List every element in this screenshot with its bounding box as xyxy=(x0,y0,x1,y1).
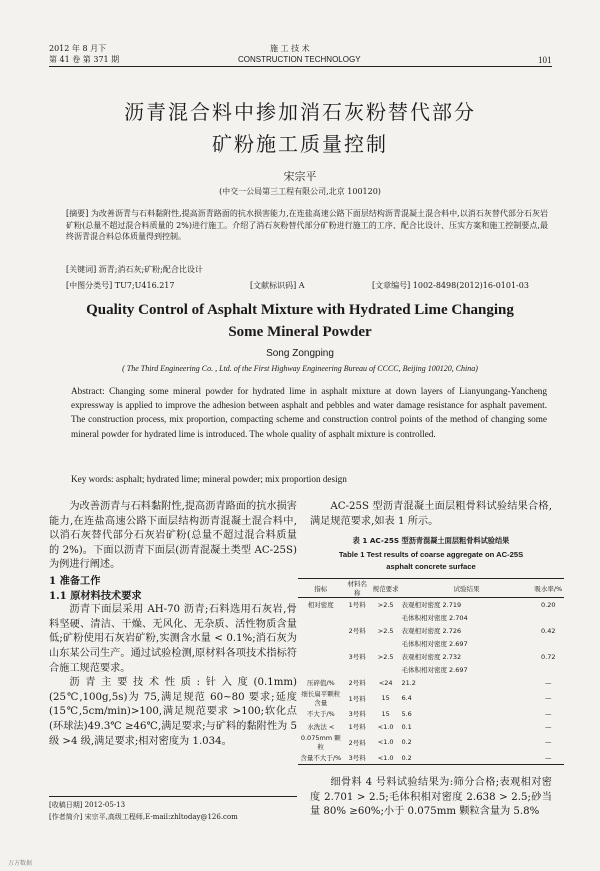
table-cell: 表观相对密度 2.726 xyxy=(401,627,462,635)
table-caption-cn: 表 1 AC-25S 型沥青混凝土面层粗骨料试验结果 xyxy=(352,536,510,545)
section-1-heading: 1 准备工作 xyxy=(49,574,101,587)
paper-title-en-line1: Quality Control of Asphalt Mixture with Hydrated Lime Changing xyxy=(86,302,514,318)
fine-aggregate-paragraph: 细骨料 4 号料试验结果为:筛分合格;表观相对密度 2.701 > 2.5;毛体积相对密度 2.638 > 2.5;砂当量 80% ≥60%;小于 0.075mm 颗粒含量为 5.8% xyxy=(310,777,552,818)
table-cell: — xyxy=(545,753,552,762)
table-cell: 表观相对密度 2.732 xyxy=(401,653,462,661)
header-volume: 第 41 卷 第 371 期 xyxy=(49,55,120,64)
footnote-rule xyxy=(49,796,297,797)
table-cell: — xyxy=(545,709,552,718)
table-row xyxy=(298,689,564,707)
table-cell xyxy=(298,663,344,676)
paper-title-en-line2: Some Mineral Powder xyxy=(228,324,372,340)
table-caption-en-1: Table 1 Test results of coarse aggregate on AC-25S xyxy=(338,550,524,559)
table-cell: 1号料 xyxy=(348,601,366,609)
table-cell: 0.20 xyxy=(541,600,556,609)
table-cell: 3号料 xyxy=(348,754,366,762)
table-cell xyxy=(344,637,371,650)
table-cell xyxy=(533,611,565,624)
table-cell: <1.0 xyxy=(377,722,394,731)
article-number: [文章编号] 1002-8498(2012)16-0101-03 xyxy=(372,281,529,290)
table-row xyxy=(298,751,564,765)
table-row xyxy=(298,733,564,751)
table-cell: <1.0 xyxy=(377,753,394,762)
table-cell: 2号料 xyxy=(348,679,366,687)
table-row xyxy=(298,598,564,612)
affiliation-en: ( The Third Engineering Co. , Ltd. of the First Highway Engineering Bureau of CCCC, Beijing 100120, China) xyxy=(122,364,478,373)
table-cell: — xyxy=(545,694,552,702)
table-cell: 21.2 xyxy=(401,678,416,687)
table-cell: 不大于/% xyxy=(306,710,335,718)
journal-title-en: CONSTRUCTION TECHNOLOGY xyxy=(238,55,361,64)
table-cell: 1号料 xyxy=(348,723,366,731)
table-cell: 1号料 xyxy=(348,694,366,703)
table-cell xyxy=(371,663,401,676)
table-row xyxy=(298,650,564,663)
table-row xyxy=(298,663,564,676)
table-cell: — xyxy=(545,738,552,746)
header-rule xyxy=(49,66,552,67)
header-cell: 规范要求 xyxy=(371,579,401,598)
header-cell: 试验结果 xyxy=(400,579,532,598)
table-cell xyxy=(298,637,344,650)
table-cell xyxy=(371,637,401,650)
abstract-cn: [摘要] 为改善沥青与石料黏附性,提高沥青路面的抗水损害能力,在连盐高速公路下面层结构沥青混凝土混合料中,以消石灰替代部分石灰岩矿粉(总量不超过混合料质量的 2%)进行施工。介绍了消石灰粉替代部分矿粉进行施工的工序、配合比设计、压实方案和施工控制要点,最终沥青混合料总体质量得到控制。 xyxy=(66,209,548,241)
table-cell: 2号料 xyxy=(348,627,366,635)
watermark: 万方数据 xyxy=(8,860,33,867)
table-cell xyxy=(298,611,344,624)
header-date: 2012 年 8 月下 xyxy=(49,44,107,53)
table-cell: — xyxy=(545,722,552,731)
table-cell: 0.075mm 颗粒 xyxy=(300,734,341,751)
materials-paragraph: 沥青下面层采用 AH-70 沥青;石料选用石灰岩,骨料坚硬、清洁、干燥、无风化、无杂质、活性物质含量低;矿粉使用石灰岩矿粉,实测含水量 < 0.1%;消石灰为山东某公司生产。通过试验检测,原材料各项技术指标符合施工规范要求。 xyxy=(49,604,297,674)
table-cell xyxy=(344,663,371,676)
header-cell: 吸水率/% xyxy=(533,579,565,598)
table-cell: 水洗法 < xyxy=(307,723,335,731)
table-cell: 3号料 xyxy=(348,653,366,661)
page-number: 101 xyxy=(538,55,552,65)
author-en: Song Zongping xyxy=(266,348,334,359)
author-cn: 宋宗平 xyxy=(283,170,317,183)
table-cell xyxy=(533,637,565,650)
table-cell xyxy=(298,650,344,663)
table-row xyxy=(298,637,564,650)
left-column xyxy=(49,500,297,749)
table-cell: 压碎值/% xyxy=(306,679,335,687)
table-cell: 相对密度 xyxy=(307,601,334,609)
table-cell xyxy=(344,611,371,624)
abstract-en: Abstract: Changing some mineral powder for hydrated lime in asphalt mixture at down layers of Lianyungang-Yancheng expressway is applied to improve the adhesion between asphalt and pebbles and water damage resistance for asphalt pavement. The construction process, mix proportion, compacting scheme and construction control points of the method of changing some mineral powder for hydrated lime is introduced. The whole quality of asphalt mixture is controlled. xyxy=(71,386,547,439)
table-cell: 表观相对密度 2.719 xyxy=(401,601,462,609)
table-cell: 5.6 xyxy=(401,709,412,718)
table-cell: 15 xyxy=(381,694,390,702)
table-cell xyxy=(371,611,401,624)
table-cell xyxy=(533,663,565,676)
table-cell: 6.4 xyxy=(401,694,412,702)
table-cell: 含量不大于/% xyxy=(300,754,342,762)
table-cell: 毛体积相对密度 2.697 xyxy=(401,640,468,648)
table-cell: >2.5 xyxy=(377,600,394,609)
header-cell: 材料名称 xyxy=(344,579,371,598)
table-header-row xyxy=(298,579,564,598)
paper-title-cn-line1: 沥青混合料中掺加消石灰粉替代部分 xyxy=(124,100,476,124)
table-cell: 2号料 xyxy=(348,738,366,747)
table-cell: >2.5 xyxy=(377,652,394,661)
table-row xyxy=(298,720,564,733)
table-cell: 15 xyxy=(381,709,390,718)
table-cell: 毛体积相对密度 2.704 xyxy=(401,614,468,622)
header-cell: 指标 xyxy=(298,579,344,598)
table-cell: 毛体积相对密度 2.697 xyxy=(401,666,468,674)
table-cell: 0.2 xyxy=(401,753,412,762)
document-code: [文献标识码] A xyxy=(250,281,305,290)
class-number: [中图分类号] TU7;U416.217 xyxy=(66,281,175,290)
table-cell: 0.2 xyxy=(401,738,412,746)
table-row xyxy=(298,676,564,689)
right-intro: AC-25S 型沥青混凝土面层粗骨料试验结果合格,满足规范要求,如表 1 所示。 xyxy=(310,501,552,527)
table-row xyxy=(298,624,564,637)
section-1-1-heading: 1.1 原材料技术要求 xyxy=(49,589,142,602)
table-cell: <24 xyxy=(378,678,393,687)
keywords-cn: [关键词] 沥青;消石灰;矿粉;配合比设计 xyxy=(66,265,203,274)
table-cell: 细长扁平颗粒含量 xyxy=(301,690,341,707)
table-cell: — xyxy=(545,678,552,687)
table-caption-en-2: asphalt concrete surface xyxy=(386,562,476,571)
table-cell: 0.72 xyxy=(541,652,556,661)
table-cell: <1.0 xyxy=(377,738,394,746)
table-cell: 0.1 xyxy=(401,722,412,731)
keywords-en: Key words: asphalt; hydrated lime; mineral powder; mix proportion design xyxy=(71,474,347,484)
received-date: [收稿日期] 2012-05-13 xyxy=(49,801,126,809)
table-1 xyxy=(298,578,564,765)
table-cell: 3号料 xyxy=(348,710,366,718)
table-row xyxy=(298,611,564,624)
table-row xyxy=(298,707,564,720)
author-bio: [作者简介] 宋宗平,高级工程师,E-mail:zhltoday@126.com xyxy=(49,813,238,821)
affiliation-cn: (中交一公局第三工程有限公司,北京 100120) xyxy=(219,187,381,196)
intro-paragraph: 为改善沥青与石料黏附性,提高沥青路面的抗水损害能力,在连盐高速公路下面层结构沥青混凝土混合料中,以消石灰替代部分石灰岩矿粉(总量不超过混合料质量的 2%)。下面以沥青下面层(沥青混凝土类型 AC-25S)为例进行阐述。 xyxy=(49,501,297,571)
table-cell: >2.5 xyxy=(377,626,394,635)
table-cell: 0.42 xyxy=(541,626,556,635)
asphalt-properties-paragraph: 沥青主要技术性质:针入度(0.1mm)(25℃,100g,5s)为 75,满足规范 60~80 要求;延度(15℃,5cm/min)>100,满足规范要求 >100;软化点(环球法)49.3℃ ≥46℃,满足要求;与矿料的黏附性为 5 级 >4 级,满足要求;相对密度为 1.034。 xyxy=(49,677,297,747)
table-cell xyxy=(298,624,344,637)
journal-title-cn: 施 工 技 术 xyxy=(270,44,310,53)
paper-title-cn-line2: 矿粉施工质量控制 xyxy=(212,132,388,156)
